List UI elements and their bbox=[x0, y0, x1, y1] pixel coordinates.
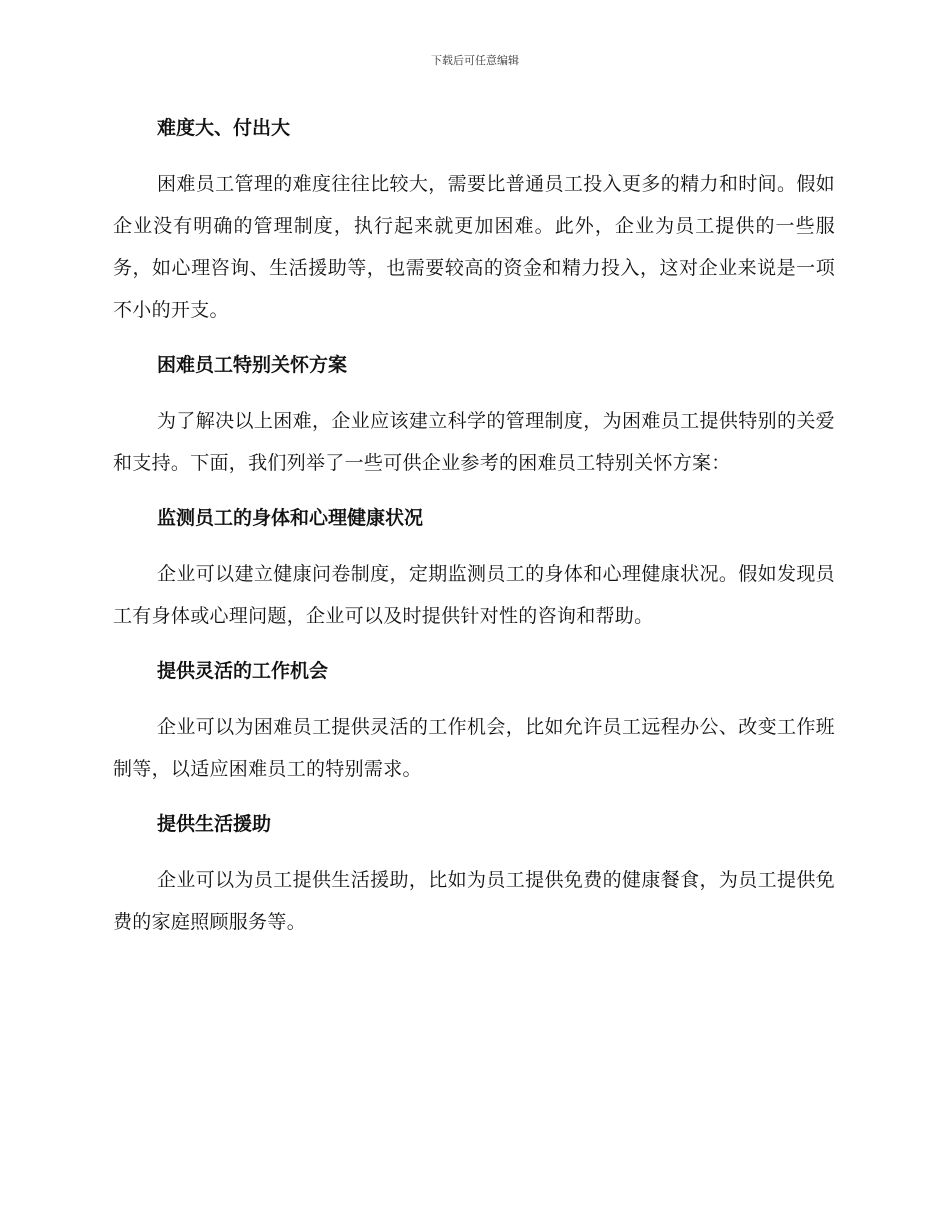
section-heading: 监测员工的身体和心理健康状况 bbox=[157, 507, 424, 529]
section-heading: 提供灵活的工作机会 bbox=[157, 660, 329, 682]
page-header: 下载后可任意编辑 bbox=[431, 54, 519, 67]
section-paragraph: 为了解决以上困难，企业应该建立科学的管理制度，为困难员工提供特别的关爱和支持。下面，我们列举了一些可供企业参考的困难员工特别关怀方案： bbox=[113, 410, 835, 474]
section-paragraph: 企业可以建立健康问卷制度，定期监测员工的身体和心理健康状况。假如发现员工有身体或心理问题，企业可以及时提供针对性的咨询和帮助。 bbox=[113, 563, 835, 627]
section-paragraph: 企业可以为员工提供生活援助，比如为员工提供免费的健康餐食，为员工提供免费的家庭照顾服务等。 bbox=[113, 869, 835, 933]
section-heading: 提供生活援助 bbox=[157, 813, 272, 835]
section-paragraph: 企业可以为困难员工提供灵活的工作机会，比如允许员工远程办公、改变工作班制等，以适应困难员工的特别需求。 bbox=[113, 716, 835, 780]
section-heading: 困难员工特别关怀方案 bbox=[157, 354, 348, 376]
document-body bbox=[113, 108, 835, 957]
section-paragraph: 困难员工管理的难度往往比较大，需要比普通员工投入更多的精力和时间。假如企业没有明确的管理制度，执行起来就更加困难。此外，企业为员工提供的一些服务，如心理咨询、生活援助等，也需要较高的资金和精力投入，这对企业来说是一项不小的开支。 bbox=[113, 173, 835, 321]
section-heading: 难度大、付出大 bbox=[157, 117, 291, 139]
